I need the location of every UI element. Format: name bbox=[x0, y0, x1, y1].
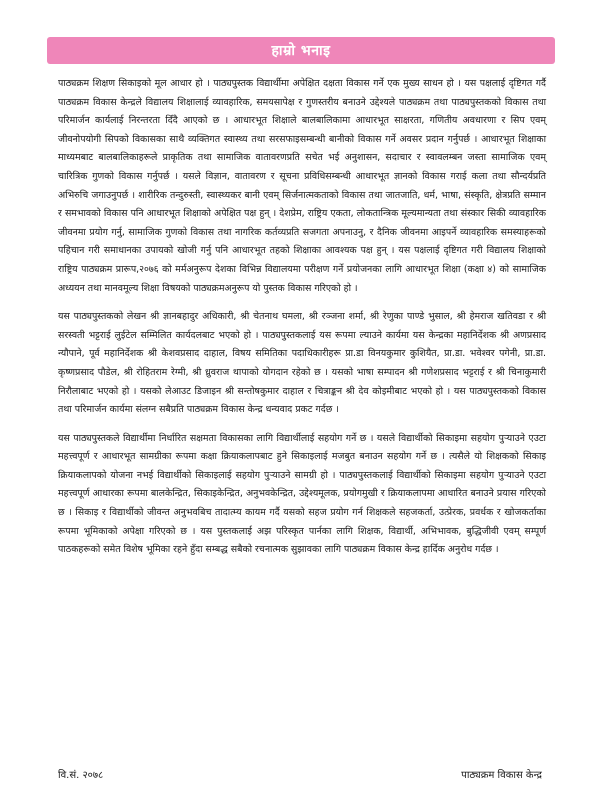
footer bbox=[58, 767, 542, 781]
paragraph-acknowledgement: यस पाठ्यपुस्तकको लेखन श्री ज्ञानबहादुर अधिकारी, श्री चेतनाथ घमला, श्री रञ्जना शर्मा, श्री रेणुका पाण्डे भुसाल, श्री हेमराज खतिवडा र श्री सरस्वती भट्टराई लुईटेल सम्मिलित कार्यदलबाट भएको हो । पाठ्यपुस्तकलाई यस रूपमा ल्याउने कार्यमा यस केन्द्रका महानिर्देशक श्री अणप्रसाद न्यौपाने, पूर्व महानिर्देशक श्री केशवप्रसाद दाहाल, विषय समितिका पदाधिकारीहरू प्रा.डा विनयकुमार कुशियैत, प्रा.डा. भवेश्वर पगेनी, प्रा.डा. कृष्णप्रसाद पौडेल, श्री रोहितराम रेग्मी, श्री ध्रुवराज थापाको योगदान रहेको छ । यसको भाषा सम्पादन श्री गणेशप्रसाद भट्टराई र श्री चिनाकुमारी निरौलाबाट भएको हो । यसको लेआउट डिजाइन श्री सन्तोषकुमार दाहाल र चित्राङ्कन श्री देव कोइमीबाट भएको हो । यस पाठ्यपुस्तकको विकास तथा परिमार्जन कार्यमा संलग्न सबैप्रति पाठ्यक्रम विकास केन्द्र धन्यवाद प्रकट गर्दछ । bbox=[58, 311, 546, 416]
title-banner bbox=[47, 37, 555, 64]
page-title: हाम्रो भनाइ bbox=[271, 43, 331, 59]
footer-date: वि.सं. २०७८ bbox=[58, 770, 104, 781]
paragraph-purpose: यस पाठ्यपुस्तकले विद्यार्थीमा निर्धारित सक्षमता विकासका लागि विद्यार्थीलाई सहयोग गर्ने छ । यसले विद्यार्थीको सिकाइमा सहयोग पुऱ्याउने एउटा महत्त्वपूर्ण र आधारभूत सामग्रीका रूपमा कक्षा क्रियाकलापबाट हुने सिकाइलाई मजबुत बनाउन सहयोग गर्ने छ । त्यसैले यो शिक्षकको सिकाइ क्रियाकलापको योजना नभई विद्यार्थीको सिकाइलाई सहयोग पुऱ्याउने सामग्री हो । पाठ्यपुस्तकलाई विद्यार्थीको सिकाइमा सहयोग पुऱ्याउने एउटा महत्त्वपूर्ण आधारका रूपमा बालकेन्द्रित, सिकाइकेन्द्रित, अनुभवकेन्द्रित, उद्देश्यमूलक, प्रयोगमुखी र क्रियाकलापमा आधारित बनाउने प्रयास गरिएको छ । सिकाइ र विद्यार्थीको जीवन्त अनुभवबिच तादात्म्य कायम गर्दै यसको सहज प्रयोग गर्न शिक्षकले सहजकर्ता, उत्प्रेरक, प्रवर्धक र खोजकर्ताका रूपमा भूमिकाको अपेक्षा गरिएको छ । यस पुस्तकलाई अझ परिस्कृत पार्नका लागि शिक्षक, विद्यार्थी, अभिभावक, बुद्धिजीवी एवम् सम्पूर्ण पाठकहरूको समेत विशेष भूमिका रहने हुँदा सम्बद्ध सबैको रचनात्मक सुझावका लागि पाठ्यक्रम विकास केन्द्र हार्दिक अनुरोध गर्दछ । bbox=[58, 432, 546, 556]
paragraph-intro: पाठ्यक्रम शिक्षण सिकाइको मूल आधार हो । पाठ्यपुस्तक विद्यार्थीमा अपेक्षित दक्षता विकास गर्ने एक मुख्य साधन हो । यस पक्षलाई दृष्टिगत गर्दै पाठ्यक्रम विकास केन्द्रले विद्यालय शिक्षालाई व्यावहारिक, समयसापेक्ष र गुणस्तरीय बनाउने उद्देश्यले पाठ्यक्रम तथा पाठ्यपुस्तकको विकास तथा परिमार्जन कार्यलाई निरन्तरता दिँदै आएको छ । आधारभूत शिक्षाले बालबालिकामा आधारभूत साक्षरता, गणितीय अवधारणा र सिप एवम् जीवनोपयोगी सिपको विकासका साथै व्यक्तिगत स्वास्थ्य तथा सरसफाइसम्बन्धी बानीको विकास गर्ने अवसर प्रदान गर्नुपर्छ । आधारभूत शिक्षाका माध्यमबाट बालबालिकाहरूले प्राकृतिक तथा सामाजिक वातावरणप्रति सचेत भई अनुशासन, सदाचार र स्वावलम्बन जस्ता सामाजिक एवम् चारित्रिक गुणको विकास गर्नुपर्छ । यसले विज्ञान, वातावरण र सूचना प्रविधिसम्बन्धी आधारभूत ज्ञानको विकास गराई कला तथा सौन्दर्यप्रति अभिरुचि जगाउनुपर्छ । शारीरिक तन्दुरुस्ती, स्वास्थ्यकर बानी एवम् सिर्जनात्मकताको विकास तथा जातजाति, धर्म, भाषा, संस्कृति, क्षेत्रप्रति सम्मान र समभावको विकास पनि आधारभूत शिक्षाको अपेक्षित पक्ष हुन् । देशप्रेम, राष्ट्रिय एकता, लोकतान्त्रिक मूल्यमान्यता तथा संस्कार सिकी व्यावहारिक जीवनमा प्रयोग गर्नु, सामाजिक गुणको विकास तथा नागरिक कर्तव्यप्रति सजगता अपनाउनु, र दैनिक जीवनमा आइपर्ने व्यावहारिक समस्याहरूको पहिचान गरी समाधानका उपायको खोजी गर्नु पनि आधारभूत तहको शिक्षाका आवश्यक पक्ष हुन् । यस पक्षलाई दृष्टिगत गरी विद्यालय शिक्षाको राष्ट्रिय पाठ्यक्रम प्रारूप,२०७६ को मर्मअनुरूप देशका विभिन्न विद्यालयमा परीक्षण गर्ने प्रयोजनका लागि आधारभूत शिक्षा (कक्षा ४) को सामाजिक अध्ययन तथा मानवमूल्य शिक्षा विषयको पाठ्यक्रमअनुरूप यो पुस्तक विकास गरिएको हो । bbox=[58, 78, 546, 294]
document-body bbox=[58, 75, 546, 570]
footer-organization: पाठ्यक्रम विकास केन्द्र bbox=[461, 770, 542, 781]
